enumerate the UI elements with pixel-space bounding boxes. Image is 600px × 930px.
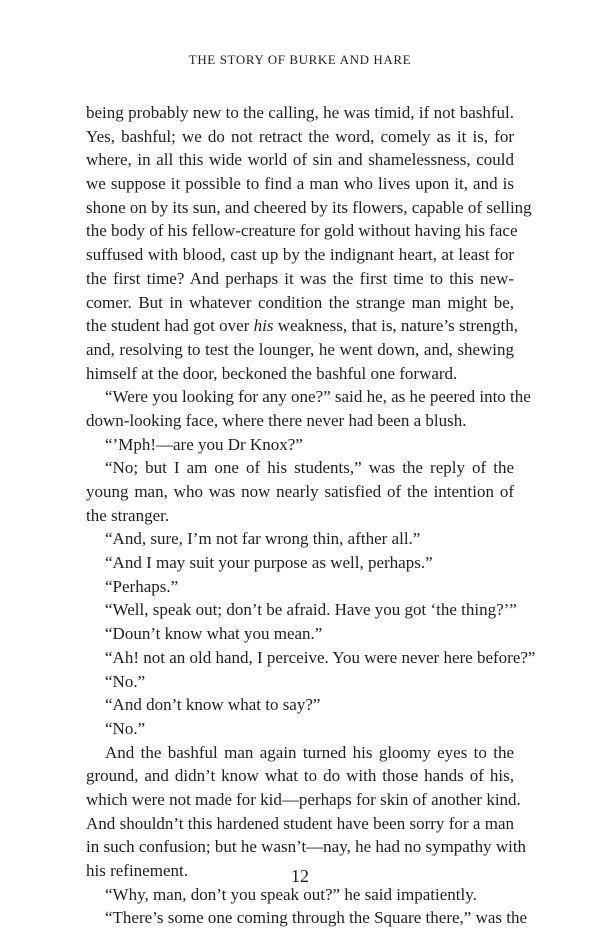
text-line: comer. But in whatever condition the strange man might be, (86, 292, 514, 312)
text-line: “Were you looking for any one?” said he, as he peered into the (105, 387, 531, 407)
text-line: And shouldn’t this hardened student have been sorry for a man (86, 813, 514, 833)
text-line: “No.” (105, 718, 146, 738)
text-line: the stranger. (86, 505, 170, 525)
text-line: “Well, speak out; don’t be afraid. Have you got ‘the thing?’” (105, 600, 517, 620)
text-line: his refinement. (86, 861, 188, 880)
text-line: we suppose it possible to find a man who lives upon it, and is (86, 174, 514, 194)
text-line: “Perhaps.” (105, 576, 179, 596)
text-line: the student had got over his weakness, that is, nature’s strength, (86, 316, 519, 336)
text-line: “And don’t know what to say?” (105, 695, 321, 715)
text-line: young man, who was now nearly satisfied of the intention of (86, 482, 514, 501)
text-line: where, in all this wide world of sin and shamelessness, could (86, 150, 514, 170)
text-line: which were not made for kid—perhaps for skin of another kind. (86, 789, 521, 809)
page-text (86, 101, 536, 930)
text-line: in such confusion; but he wasn’t—nay, he had no sympathy with (86, 837, 527, 857)
text-line: “And, sure, I’m not far wrong thin, afther all.” (105, 529, 421, 549)
text-line: the body of his fellow-creature for gold without having his face (86, 221, 518, 241)
text-line: “Ah! not an old hand, I perceive. You were never here before?” (105, 647, 536, 667)
text-line: “Why, man, don’t you speak out?” he said impatiently. (105, 884, 477, 904)
text-line: Yes, bashful; we do not retract the word, comely as it is, for (86, 126, 514, 146)
emphasis-his: his (253, 316, 274, 336)
text-line: suffused with blood, cast up by the indignant heart, at least for (86, 245, 514, 265)
text-line: himself at the door, beckoned the bashful one forward. (86, 363, 458, 383)
text-line: being probably new to the calling, he was timid, if not bashful. (86, 103, 514, 122)
text-line: “There’s some one coming through the Square there,” was the (105, 908, 528, 928)
text-line: “And I may suit your purpose as well, perhaps.” (105, 553, 433, 573)
text-line: And the bashful man again turned his gloomy eyes to the (105, 742, 514, 762)
text-line: down-looking face, where there never had been a blush. (86, 410, 467, 430)
text-line: the first time? And perhaps it was the first time to this new- (86, 268, 514, 288)
text-line: “Doun’t know what you mean.” (105, 624, 323, 644)
running-head: THE STORY OF BURKE AND HARE (188, 52, 412, 67)
text-line: “’Mph!—are you Dr Knox?” (105, 434, 303, 454)
text-line: and, resolving to test the lounger, he went down, and, shewing (86, 339, 514, 359)
page-number: 12 (291, 866, 309, 886)
text-line: “No; but I am one of his students,” was the reply of the (105, 458, 514, 478)
text-line: “No.” (105, 671, 146, 691)
text-line: shone on by its sun, and cheered by its flowers, capable of selling (86, 197, 532, 217)
text-line: ground, and didn’t know what to do with those hands of his, (86, 766, 514, 786)
